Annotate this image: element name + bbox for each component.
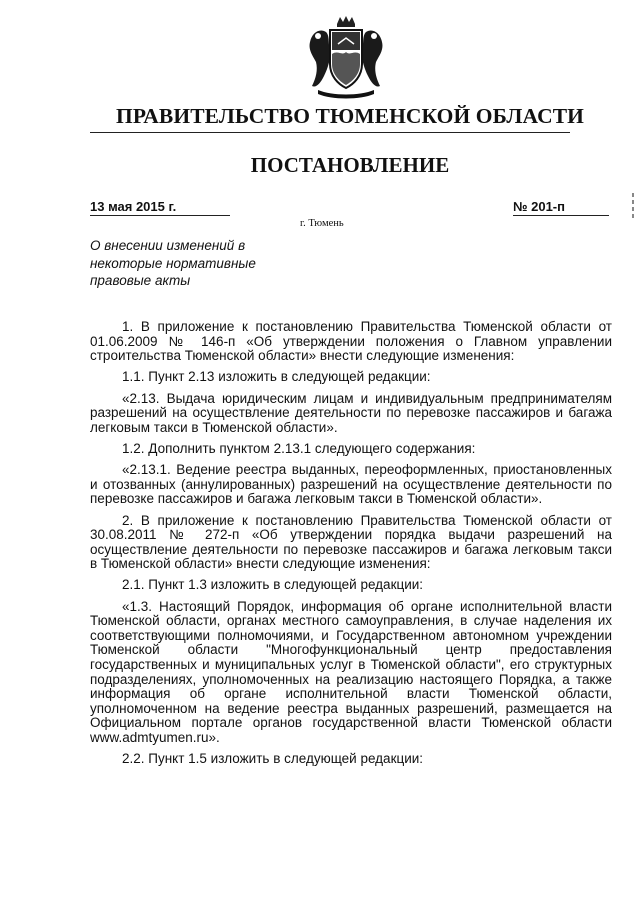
- document-city: г. Тюмень: [300, 218, 344, 229]
- paragraph: «2.13. Выдача юридическим лицам и индивидуальным предпринимателям разрешений на осуществление деятельности по перевозке пассажиров и багажа легковым такси в Тюменской области».: [90, 390, 612, 435]
- paragraph: 2.1. Пункт 1.3 изложить в следующей редакции:: [122, 577, 424, 593]
- paragraph: «2.13.1. Ведение реестра выданных, переоформленных, приостановленных и отозванных (аннулированных) разрешений на осуществление деятельности по перевозке пассажиров и багажа легковым такси в Тюменской области».: [90, 462, 612, 507]
- title-rule: [90, 132, 570, 133]
- paragraph: «1.3. Настоящий Порядок, информация об органе исполнительной власти Тюменской области, органах местного самоуправления, в случае наделения их соответствующими полномочиями, и Государственном автономном учреждении Тюменской области "Многофункциональный центр предоставления государственных и муниципальных услуг в Тюменской области", его структурных подразделениях, уполномоченных на реализацию настоящего Порядка, а также информация об органе исполнительной власти Тюменской области, уполномоченном на ведение реестра выданных разрешений, размещается на Официальном портале органов государственной власти Тюменской области www.admtyumen.ru».: [90, 598, 612, 745]
- paragraph: 1. В приложение к постановлению Правительства Тюменской области от 01.06.2009 № 146-п «Об утверждении положения о Главном управлении строительства Тюменской области» внести следующие изменения:: [90, 319, 612, 364]
- government-name: ПРАВИТЕЛЬСТВО ТЮМЕНСКОЙ ОБЛАСТИ: [116, 104, 584, 128]
- paragraph: 2.2. Пункт 1.5 изложить в следующей редакции:: [122, 751, 424, 767]
- document-date: 13 мая 2015 г.: [90, 199, 230, 216]
- document-body: [90, 320, 612, 773]
- document-number: № 201-п: [513, 199, 609, 216]
- scan-edge-marks: [630, 190, 636, 230]
- paragraph: 1.2. Дополнить пунктом 2.13.1 следующего содержания:: [122, 440, 476, 456]
- document-type: ПОСТАНОВЛЕНИЕ: [250, 153, 450, 177]
- paragraph: 1.1. Пункт 2.13 изложить в следующей редакции:: [122, 369, 431, 385]
- paragraph: 2. В приложение к постановлению Правительства Тюменской области от 30.08.2011 № 272-п «Об утверждении порядка выдачи разрешений на осуществление деятельности по перевозке пассажиров и багажа легковым такси в Тюменской области» внести следующие изменения:: [90, 512, 612, 572]
- document-subject: О внесении изменений в некоторые нормативные правовые акты: [90, 238, 256, 288]
- coat-of-arms-icon: [304, 14, 388, 100]
